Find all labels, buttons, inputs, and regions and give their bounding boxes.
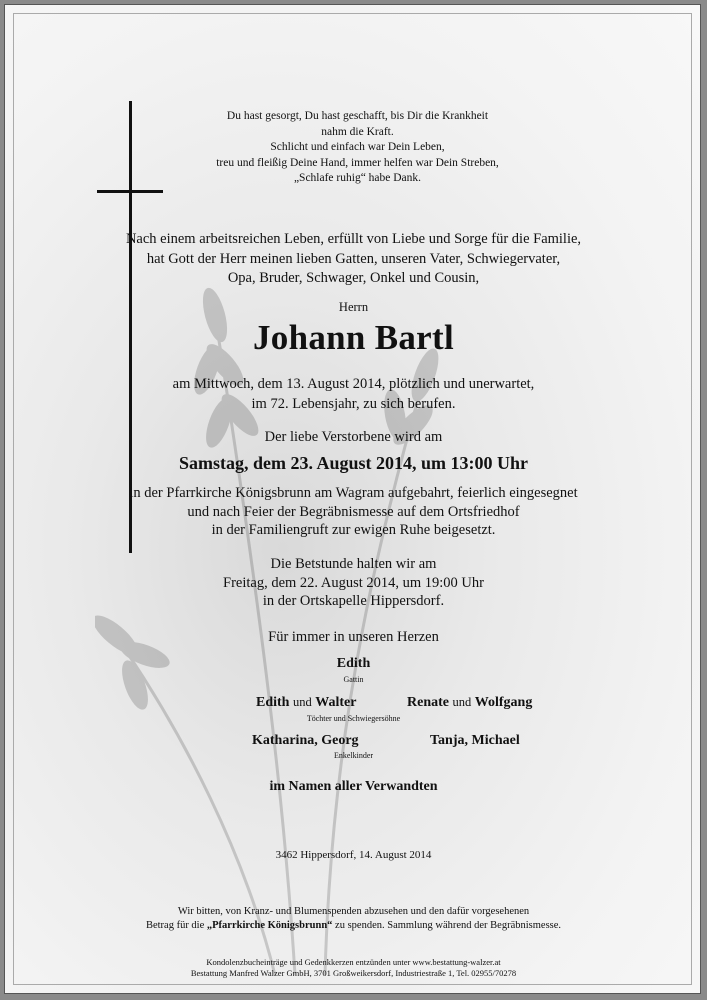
prayer-line: Freitag, dem 22. August 2014, um 19:00 Uhr (223, 574, 484, 591)
intro-line: Opa, Bruder, Schwager, Onkel und Cousin, (227, 270, 480, 286)
mourner-name: Edith (256, 695, 290, 710)
mourner-couple-1 (256, 695, 356, 711)
mourner-grandchildren-1 (252, 733, 359, 749)
intro-text (5, 230, 701, 289)
mourner-name: Wolfgang (474, 695, 533, 710)
place-and-date: 3462 Hippersdorf, 14. August 2014 (275, 849, 432, 861)
poem-line: treu und fleißig Deine Hand, immer helfen war Dein Streben, (216, 156, 499, 169)
burial-line: in der Familiengruft zur ewigen Ruhe beigesetzt. (211, 522, 496, 538)
undertaker-footer (5, 957, 701, 979)
grandchildren-role: Enkelkinder (333, 751, 374, 760)
donation-text: Betrag für die (145, 920, 207, 931)
poem-line: Schlicht und einfach war Dein Leben, (270, 141, 445, 153)
salutation: Herrn (338, 300, 369, 314)
mourner-name: Renate (407, 695, 449, 710)
children-role: Töchter und Schwiegersöhne (306, 714, 401, 723)
burial-text (5, 484, 701, 540)
prayer-line: in der Ortskapelle Hippersdorf. (262, 593, 445, 609)
connector-and: und (292, 695, 312, 709)
burial-line: und nach Feier der Begräbnismesse auf dem Ortsfriedhof (187, 503, 520, 520)
mourner-name: Katharina, Georg (252, 733, 359, 748)
poem (70, 109, 645, 187)
connector-and: und (452, 695, 472, 709)
deceased-name: Johann Bartl (252, 318, 454, 357)
prayer-line: Die Betstunde halten wir am (270, 556, 437, 572)
intro-line: Nach einem arbeitsreichen Leben, erfüllt von Liebe und Sorge für die Familie, (125, 231, 582, 247)
cross-horizontal-bar (97, 190, 163, 193)
burial-line: in der Pfarrkirche Königsbrunn am Wagram aufgebahrt, feierlich eingesegnet (129, 485, 578, 501)
mourner-name: Tanja, Michael (430, 733, 520, 748)
wife-role: Gattin (343, 675, 364, 684)
mourner-name: Walter (315, 695, 357, 710)
prayer-hour-text (5, 555, 701, 611)
wheat-watermark-icon (95, 255, 455, 975)
obituary-page (4, 4, 701, 994)
donation-note (5, 905, 701, 933)
poem-line: Du hast gesorgt, Du hast geschafft, bis Dir die Krankheit (226, 110, 489, 122)
in-our-hearts: Für immer in unseren Herzen (268, 629, 439, 645)
intro-line: hat Gott der Herr meinen lieben Gatten, unseren Vater, Schwiegervater, (146, 250, 561, 267)
funeral-date: Samstag, dem 23. August 2014, um 13:00 Uhr (178, 453, 529, 473)
donation-text: zu spenden. Sammlung während der Begräbnismesse. (332, 920, 562, 931)
donation-line: Wir bitten, von Kranz- und Blumenspenden abzusehen und den dafür vorgesehenen (177, 906, 530, 917)
death-text (5, 375, 701, 414)
poem-line: „Schlafe ruhig“ habe Dank. (293, 172, 422, 184)
mourner-grandchildren-2 (430, 733, 520, 749)
death-line: im 72. Lebensjahr, zu sich berufen. (251, 395, 456, 412)
footer-line: Bestattung Manfred Walzer GmbH, 3701 Großweikersdorf, Industriestraße 1, Tel. 02955/70278 (190, 968, 517, 978)
footer-line: Kondolenzbucheinträge und Gedenkkerzen entzünden unter www.bestattung-walzer.at (206, 957, 501, 967)
mourner-couple-2 (407, 695, 532, 711)
death-line: am Mittwoch, dem 13. August 2014, plötzlich und unerwartet, (172, 376, 535, 392)
funeral-intro: Der liebe Verstorbene wird am (264, 429, 443, 445)
donation-recipient: „Pfarrkirche Königsbrunn“ (206, 920, 333, 931)
all-relatives: im Namen aller Verwandten (269, 779, 438, 794)
donation-line (5, 919, 701, 933)
mourner-wife: Edith (336, 656, 371, 671)
poem-line: nahm die Kraft. (321, 125, 394, 138)
